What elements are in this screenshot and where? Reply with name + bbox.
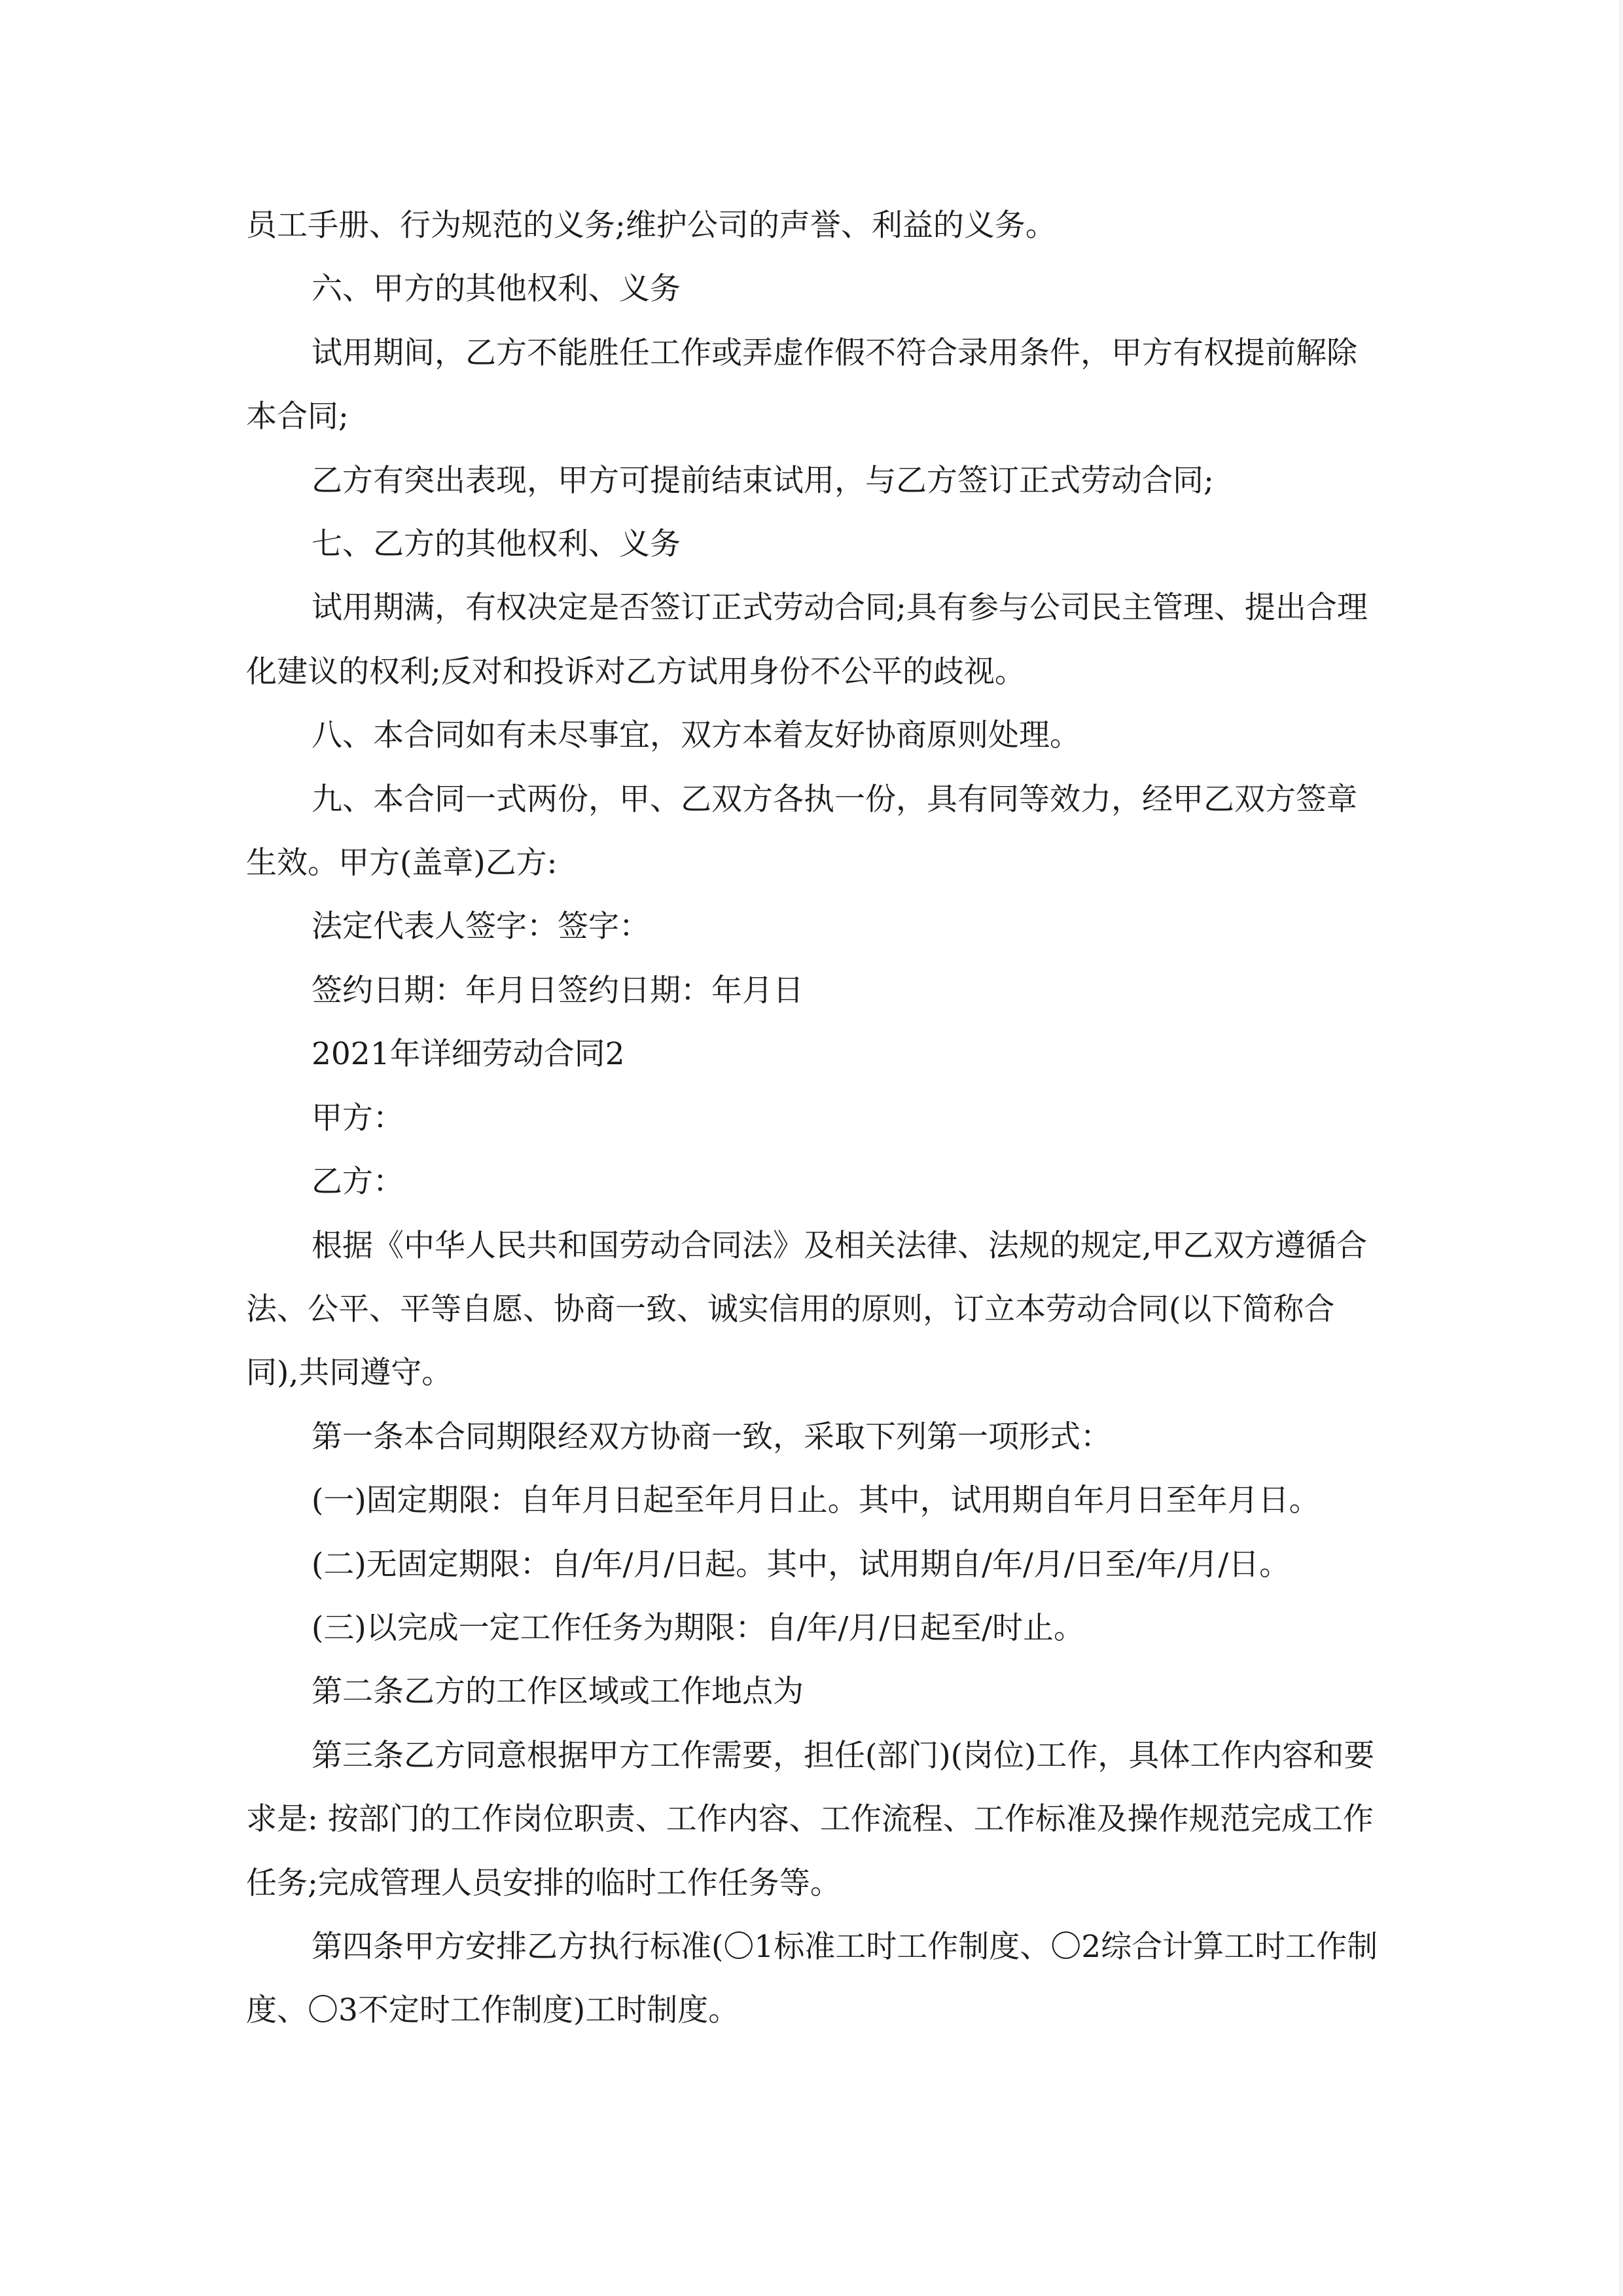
- article-1-option-1: (一)固定期限：自年月日起至年月日止。其中，试用期自年月日至年月日。: [312, 1482, 1320, 1519]
- paragraph: 九、本合同一式两份，甲、乙双方各执一份，具有同等效力，经甲乙双方签章生效。甲方(盖章)乙方:: [246, 781, 1357, 882]
- party-a-label: 甲方：: [312, 1100, 404, 1136]
- section-heading: 六、甲方的其他权利、义务: [312, 271, 681, 308]
- party-b-label: 乙方：: [312, 1164, 404, 1200]
- paragraph: 试用期满，有权决定是否签订正式劳动合同;具有参与公司民主管理、提出合理化建议的权利;反对和投诉对乙方试用身份不公平的歧视。: [246, 590, 1368, 690]
- article-3: 第三条乙方同意根据甲方工作需要，担任(部门)(岗位)工作，具体工作内容和要求是: 按部门的工作岗位职责、工作内容、工作流程、工作标准及操作规范完成工作任务;完成管理人员安排的临时工作任务等。: [246, 1737, 1375, 1901]
- document-body: [246, 194, 1380, 2043]
- paragraph: 员工手册、行为规范的义务;维护公司的声誉、利益的义务。: [246, 207, 1056, 243]
- paragraph: 八、本合同如有未尽事宜，双方本着友好协商原则处理。: [312, 717, 1080, 754]
- article-1-option-2: (二)无固定期限：自/年/月/日起。其中，试用期自/年/月/日至/年/月/日。: [312, 1546, 1291, 1583]
- article-1: 第一条本合同期限经双方协商一致，采取下列第一项形式：: [312, 1418, 1111, 1455]
- paragraph: 乙方有突出表现，甲方可提前结束试用，与乙方签订正式劳动合同;: [312, 462, 1214, 499]
- article-2: 第二条乙方的工作区域或工作地点为: [312, 1674, 804, 1710]
- article-4: 第四条甲方安排乙方执行标准(〇1标准工时工作制度、〇2综合计算工时工作制度、〇3不定时工作制度)工时制度。: [246, 1928, 1378, 2029]
- paragraph: 根据《中华人民共和国劳动合同法》及相关法律、法规的规定,甲乙双方遵循合法、公平、平等自愿、协商一致、诚实信用的原则，订立本劳动合同(以下简称合同),共同遵守。: [246, 1227, 1367, 1391]
- paragraph: 试用期间，乙方不能胜任工作或弄虚作假不符合录用条件，甲方有权提前解除本合同;: [246, 334, 1357, 435]
- contract-title: 2021年详细劳动合同2: [312, 1036, 625, 1073]
- section-heading: 七、乙方的其他权利、义务: [312, 526, 681, 563]
- date-line: 签约日期：年月日签约日期：年月日: [312, 972, 804, 1009]
- signature-line: 法定代表人签字：签字：: [312, 908, 650, 945]
- article-1-option-3: (三)以完成一定工作任务为期限：自/年/月/日起至/时止。: [312, 1609, 1085, 1646]
- scan-edge: [1619, 0, 1623, 2296]
